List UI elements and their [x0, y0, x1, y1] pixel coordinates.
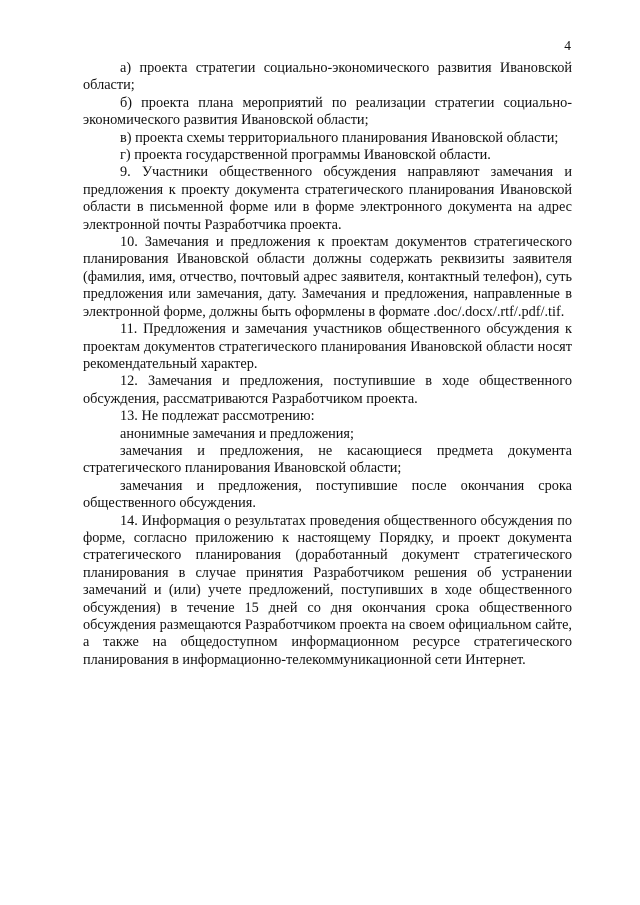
paragraph-a: а) проекта стратегии социально-экономического развития Ивановской области;	[83, 60, 572, 94]
paragraph-13-item-1: анонимные замечания и предложения;	[120, 425, 354, 442]
paragraph-13-item-2: замечания и предложения, не касающиеся предмета документа стратегического планирования Ивановской области;	[83, 442, 572, 477]
paragraph-b: б) проекта плана мероприятий по реализации стратегии социально-экономического развития Ивановской области;	[83, 94, 572, 129]
paragraph-13-item-3: замечания и предложения, поступившие после окончания срока общественного обсуждения.	[83, 477, 572, 512]
paragraph-11: 11. Предложения и замечания участников общественного обсуждения к проектам документов стратегического планирования Ивановской области носят рекомендательный характер.	[83, 321, 572, 372]
paragraph-12: 12. Замечания и предложения, поступившие в ходе общественного обсуждения, рассматриваются Разработчиком проекта.	[83, 373, 572, 407]
paragraph-14: 14. Информация о результатах проведения общественного обсуждения по форме, согласно приложению к настоящему Порядку, и проект документа стратегического планирования (доработанный документ стратегического планирования в случае принятия Разработчиком решения об устранении замечаний и (или) учете предложений, поступивших в ходе общественного обсуждения) в течение 15 дней со дня окончания срока общественного обсуждения размещаются Разработчиком проекта на своем официальном сайте, а также на общедоступном информационном ресурсе стратегического планирования в информационно-телекоммуникационной сети Интернет.	[83, 512, 572, 668]
page-number: 4	[564, 38, 571, 53]
paragraph-v: в) проекта схемы территориального планирования Ивановской области;	[120, 129, 559, 146]
paragraph-10: 10. Замечания и предложения к проектам документов стратегического планирования Ивановской области должны содержать реквизиты заявителя (фамилия, имя, отчество, почтовый адрес заявителя, контактный телефон), суть предложения или замечания, дату. Замечания и предложения, направленные в электронной форме, должны быть оформлены в формате .doc/.docx/.rtf/.pdf/.tif.	[83, 234, 572, 320]
paragraph-9: 9. Участники общественного обсуждения направляют замечания и предложения к проекту документа стратегического планирования Ивановской области в письменной форме или в форме электронного документа на адрес электронной почты Разработчика проекта.	[83, 164, 572, 233]
paragraph-13: 13. Не подлежат рассмотрению:	[120, 408, 315, 425]
document-body	[83, 60, 572, 669]
paragraph-g: г) проекта государственной программы Ивановской области.	[120, 147, 491, 164]
